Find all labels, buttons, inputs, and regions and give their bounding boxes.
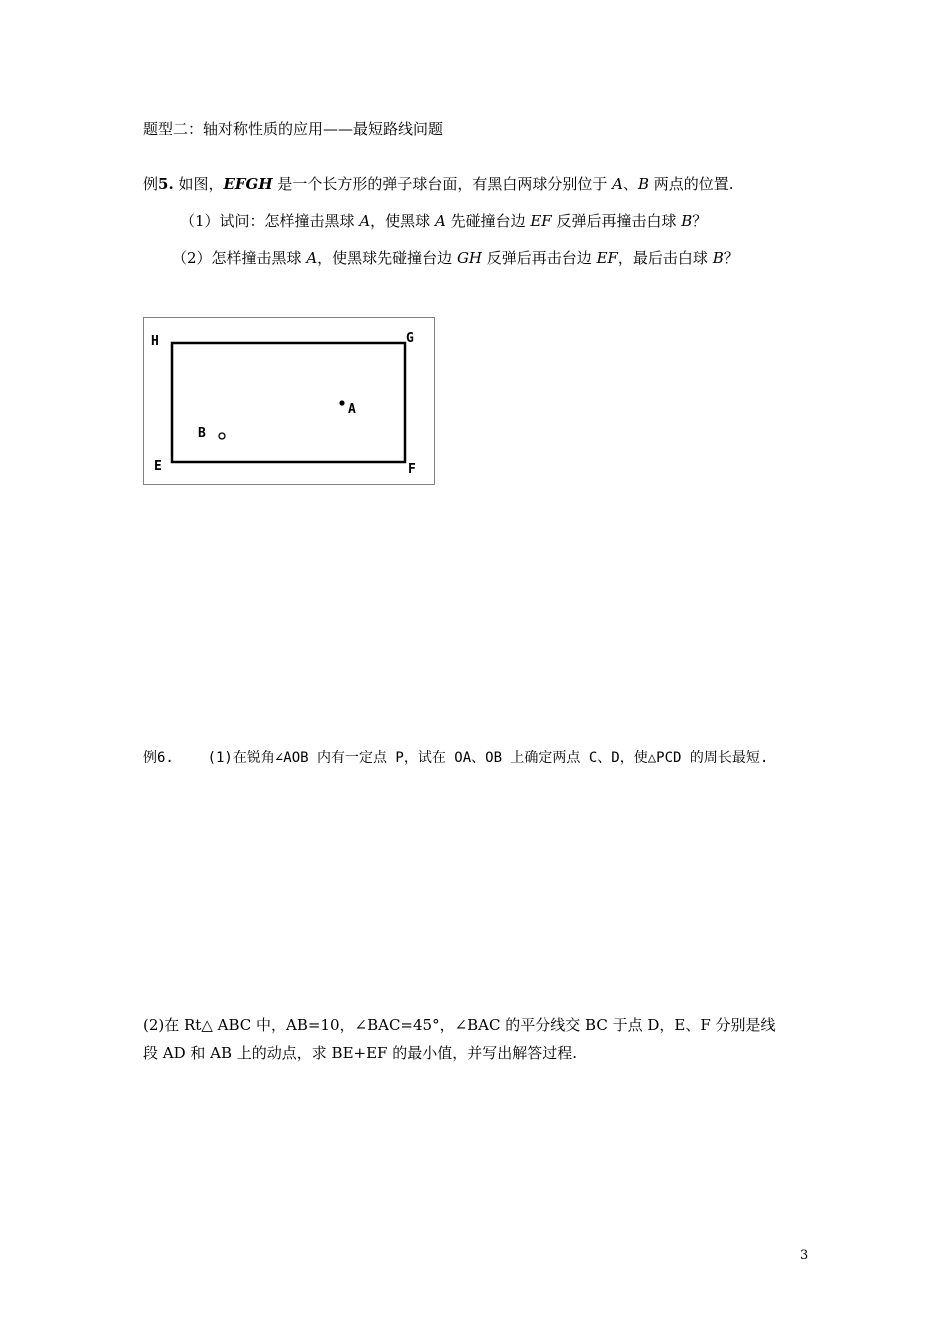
example5-sep: 、	[622, 175, 638, 193]
example5-text-2: 是一个长方形的弹子球台面，有黑白两球分别位于	[272, 175, 613, 193]
q1-mid3: 反弹后再撞击白球	[551, 212, 682, 230]
ball-b-white	[219, 433, 225, 439]
example5-efgh: EFGH	[223, 175, 273, 193]
q2-edge2: EF	[596, 249, 618, 267]
q2-mid2: 反弹后再击台边	[482, 249, 597, 267]
label-h: H	[151, 334, 159, 349]
q2-suffix: ？	[723, 249, 739, 267]
label-b: B	[198, 426, 206, 441]
example6-part1	[143, 748, 768, 768]
q2-edge1: GH	[456, 249, 483, 267]
example5-number: 5.	[158, 175, 174, 193]
example6-part2-line1: (2)在 Rt△ ABC 中，AB=10，∠BAC=45°，∠BAC 的平分线交 BC 于点 D，E、F 分别是线	[143, 1016, 776, 1034]
page-number: 3	[800, 1248, 809, 1263]
q1-mid2: 先碰撞台边	[445, 212, 531, 230]
q1-b: B	[681, 212, 693, 230]
example6-part2-line2: 段 AD 和 AB 上的动点，求 BE+EF 的最小值，并写出解答过程.	[143, 1044, 577, 1062]
q2-a: A	[306, 249, 318, 267]
label-e: E	[154, 459, 162, 474]
billiard-table-figure	[143, 317, 435, 485]
q2-mid3: ，最后击白球	[617, 249, 713, 267]
example5-question-2	[172, 248, 739, 268]
example5-question-1	[180, 211, 707, 231]
q1-prefix: （1）试问：怎样撞击黑球	[180, 212, 360, 230]
q1-edge: EF	[530, 212, 552, 230]
section-title: 题型二：轴对称性质的应用——最短路线问题	[143, 120, 444, 138]
label-g: G	[406, 331, 414, 346]
example5-label: 例	[143, 175, 159, 193]
billiard-table-diagram	[144, 318, 434, 484]
q2-mid1: ，使黑球先碰撞台边	[317, 249, 457, 267]
example6-label: 例6.	[143, 750, 174, 766]
q1-mid1: ，使黑球	[370, 212, 435, 230]
q1-a2: A	[434, 212, 446, 230]
example5-a: A	[612, 175, 623, 193]
label-a: A	[348, 402, 356, 417]
example5-statement	[143, 174, 734, 194]
q2-b: B	[712, 249, 724, 267]
example5-text-3: 两点的位置.	[648, 175, 734, 193]
q2-prefix: （2）怎样撞击黑球	[172, 249, 307, 267]
q1-suffix: ？	[692, 212, 708, 230]
q1-a: A	[359, 212, 371, 230]
example5-b: B	[637, 175, 649, 193]
table-rectangle	[172, 343, 405, 462]
example5-text-1: 如图，	[173, 175, 224, 193]
example6-part1-text: (1)在锐角∠AOB 内有一定点 P，试在 OA、OB 上确定两点 C、D，使△PCD 的周长最短.	[207, 750, 769, 766]
label-f: F	[408, 462, 416, 477]
ball-a-black	[339, 400, 344, 405]
